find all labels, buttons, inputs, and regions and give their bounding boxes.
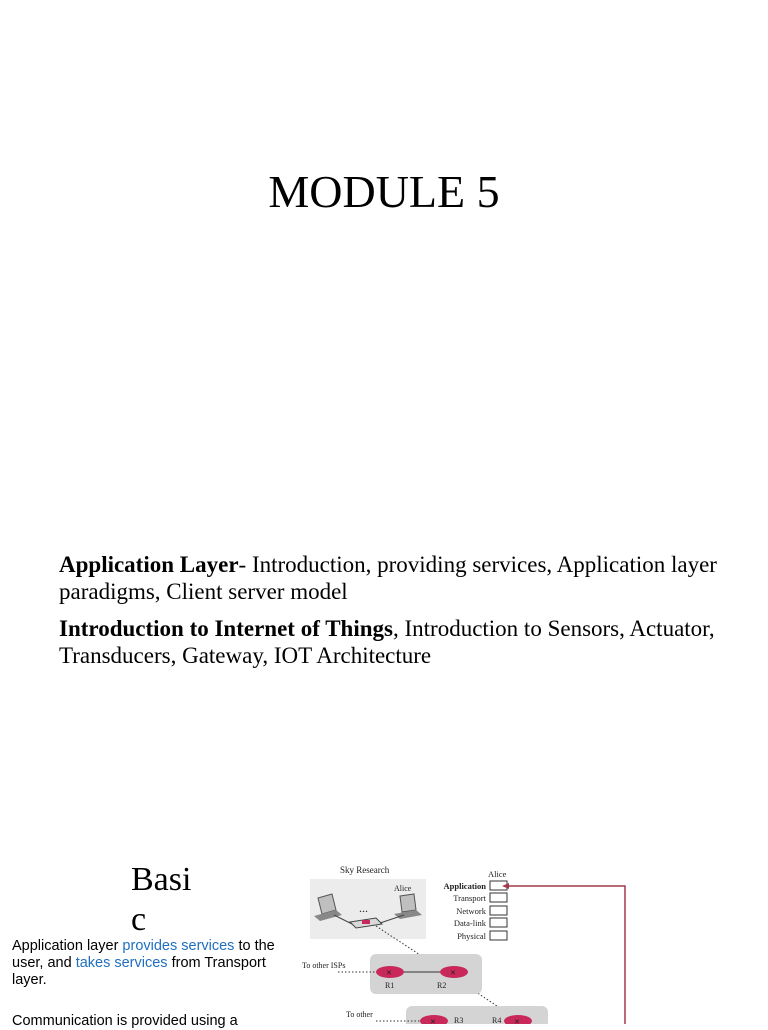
- network-diagram: [296, 860, 636, 1024]
- lan-label: Sky Research: [340, 865, 390, 875]
- to-other-label: To other: [346, 1010, 373, 1019]
- layer-label: Network: [456, 906, 486, 916]
- body-text-part: to the user, and: [12, 938, 275, 971]
- application-link: [508, 886, 625, 1024]
- highlighted-text: takes services: [75, 955, 168, 971]
- svg-text:✕: ✕: [386, 969, 392, 977]
- svg-text:✕: ✕: [514, 1018, 520, 1024]
- layer-label: Physical: [457, 931, 486, 941]
- stack-host-label: Alice: [488, 869, 507, 879]
- topic-paragraph-application-layer: [59, 551, 739, 605]
- body-text-part: from Transport layer.: [12, 955, 266, 988]
- layer-label: Data-link: [453, 918, 486, 928]
- svg-text:✕: ✕: [450, 969, 456, 977]
- svg-text:✕: ✕: [430, 1018, 436, 1024]
- body-text: [12, 938, 284, 989]
- layer-label: Application: [443, 881, 486, 891]
- slide-heading: Basic: [131, 861, 192, 938]
- highlighted-text: provides services: [122, 938, 235, 954]
- body-text-part: Application layer: [12, 938, 123, 954]
- router-label: R1: [385, 981, 395, 990]
- to-other-isps-label: To other ISPs: [302, 961, 346, 970]
- topic-text: , Introduction to Sensors, Actuator, Transducers, Gateway, IOT Architecture: [59, 616, 715, 668]
- router-label: R4: [492, 1016, 502, 1024]
- topic-heading: Introduction to Internet of Things: [59, 616, 393, 641]
- router-label: R2: [437, 981, 447, 990]
- lan-host-label: Alice: [394, 884, 412, 893]
- topic-text: - Introduction, providing services, Application layer paradigms, Client server model: [59, 552, 717, 604]
- layer-label: Transport: [453, 893, 486, 903]
- body-text: Communication is provided using a: [12, 1013, 238, 1029]
- router-icon: [376, 966, 404, 978]
- slide-title: MODULE 5: [268, 166, 500, 217]
- topic-heading: Application Layer: [59, 552, 239, 577]
- router-icon: [440, 966, 468, 978]
- topic-paragraph-iot: [59, 615, 739, 669]
- protocol-stack: [443, 881, 507, 941]
- router-label: R3: [454, 1016, 464, 1024]
- ellipsis: ...: [359, 901, 368, 915]
